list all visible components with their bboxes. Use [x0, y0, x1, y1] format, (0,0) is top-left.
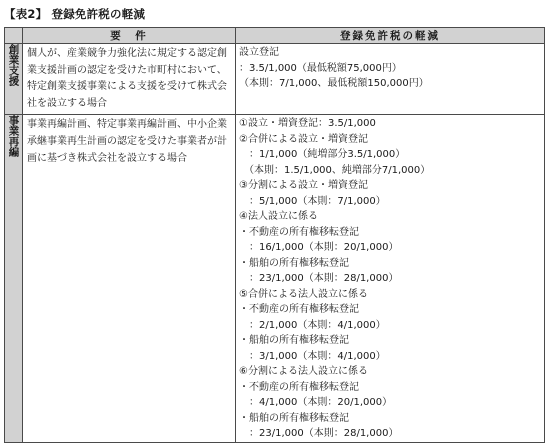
- reduction-lines: [236, 115, 544, 442]
- reduction-line: ：23/1,000（本則：28/1,000）: [239, 273, 399, 285]
- row-category-cell: [5, 115, 23, 443]
- reduction-cell: [236, 44, 545, 115]
- reduction-line: ：4/1,000（本則：20/1,000）: [239, 397, 393, 409]
- row-category-cell: [5, 44, 23, 115]
- reduction-line: ・船舶の所有権移転登記: [239, 412, 349, 424]
- reduction-line: ・不動産の所有権移転登記: [239, 304, 359, 316]
- table-header-row: [5, 28, 545, 44]
- reduction-cell: [236, 115, 545, 443]
- reduction-line: ・船舶の所有権移転登記: [239, 335, 349, 347]
- reduction-line: ・船舶の所有権移転登記: [239, 257, 349, 269]
- reduction-line: ：16/1,000（本則：20/1,000）: [239, 242, 399, 254]
- reduction-line: ③分割による設立・増資登記: [239, 180, 368, 192]
- reduction-line: ：5/1,000（本則：7/1,000）: [239, 195, 386, 207]
- reduction-line: ：23/1,000（本則：28/1,000）: [239, 428, 399, 440]
- reduction-line: ②合併による設立・増資登記: [239, 133, 368, 145]
- reduction-line: ：2/1,000（本則：4/1,000）: [239, 319, 386, 331]
- tax-reduction-table: [4, 27, 545, 443]
- reduction-line: ・不動産の所有権移転登記: [239, 381, 359, 393]
- reduction-line: ⑥分割による法人設立に係る: [239, 366, 368, 378]
- requirement-cell: [23, 115, 236, 443]
- reduction-line: ：1/1,000（純増部分3.5/1,000）: [239, 149, 406, 161]
- reduction-line: 設立登記: [239, 47, 279, 58]
- header-reduction: 登録免許税の軽減: [236, 28, 545, 44]
- reduction-line: ⑤合併による法人設立に係る: [239, 288, 368, 300]
- row-category-label: 創業支援: [7, 44, 20, 86]
- requirement-text: 個人が、産業競争力強化法に規定する認定創業支援計画の認定を受けた市町村において、特定創業支援事業による支援を受けて株式会社を設立する場合: [27, 48, 227, 109]
- reduction-line: ①設立・増資登記：3.5/1,000: [239, 118, 376, 130]
- table-caption: 【表2】 登録免許税の軽減: [4, 7, 146, 21]
- requirement-text: 事業再編計画、特定事業再編計画、中小企業承継事業再生計画の認定を受けた事業者が計画に基づき株式会社を設立する場合: [27, 119, 227, 164]
- reduction-line: （本則：1.5/1,000、純増部分7/1,000）: [239, 164, 431, 176]
- reduction-lines: [236, 44, 544, 93]
- reduction-line: ④法人設立に係る: [239, 211, 318, 223]
- requirement-cell: [23, 44, 236, 115]
- reduction-line: （本則：7/1,000、最低税額150,000円）: [239, 78, 429, 89]
- reduction-line: ：3.5/1,000（最低税額75,000円）: [239, 62, 402, 74]
- header-corner: [5, 28, 23, 44]
- header-requirement: 要 件: [23, 28, 236, 44]
- reduction-line: ・不動産の所有権移転登記: [239, 226, 359, 238]
- row-category-label: 事業再編: [7, 115, 20, 158]
- table-row-startup-support: [5, 44, 545, 115]
- table-row-business-restructuring: [5, 115, 545, 443]
- reduction-line: ：3/1,000（本則：4/1,000）: [239, 350, 386, 362]
